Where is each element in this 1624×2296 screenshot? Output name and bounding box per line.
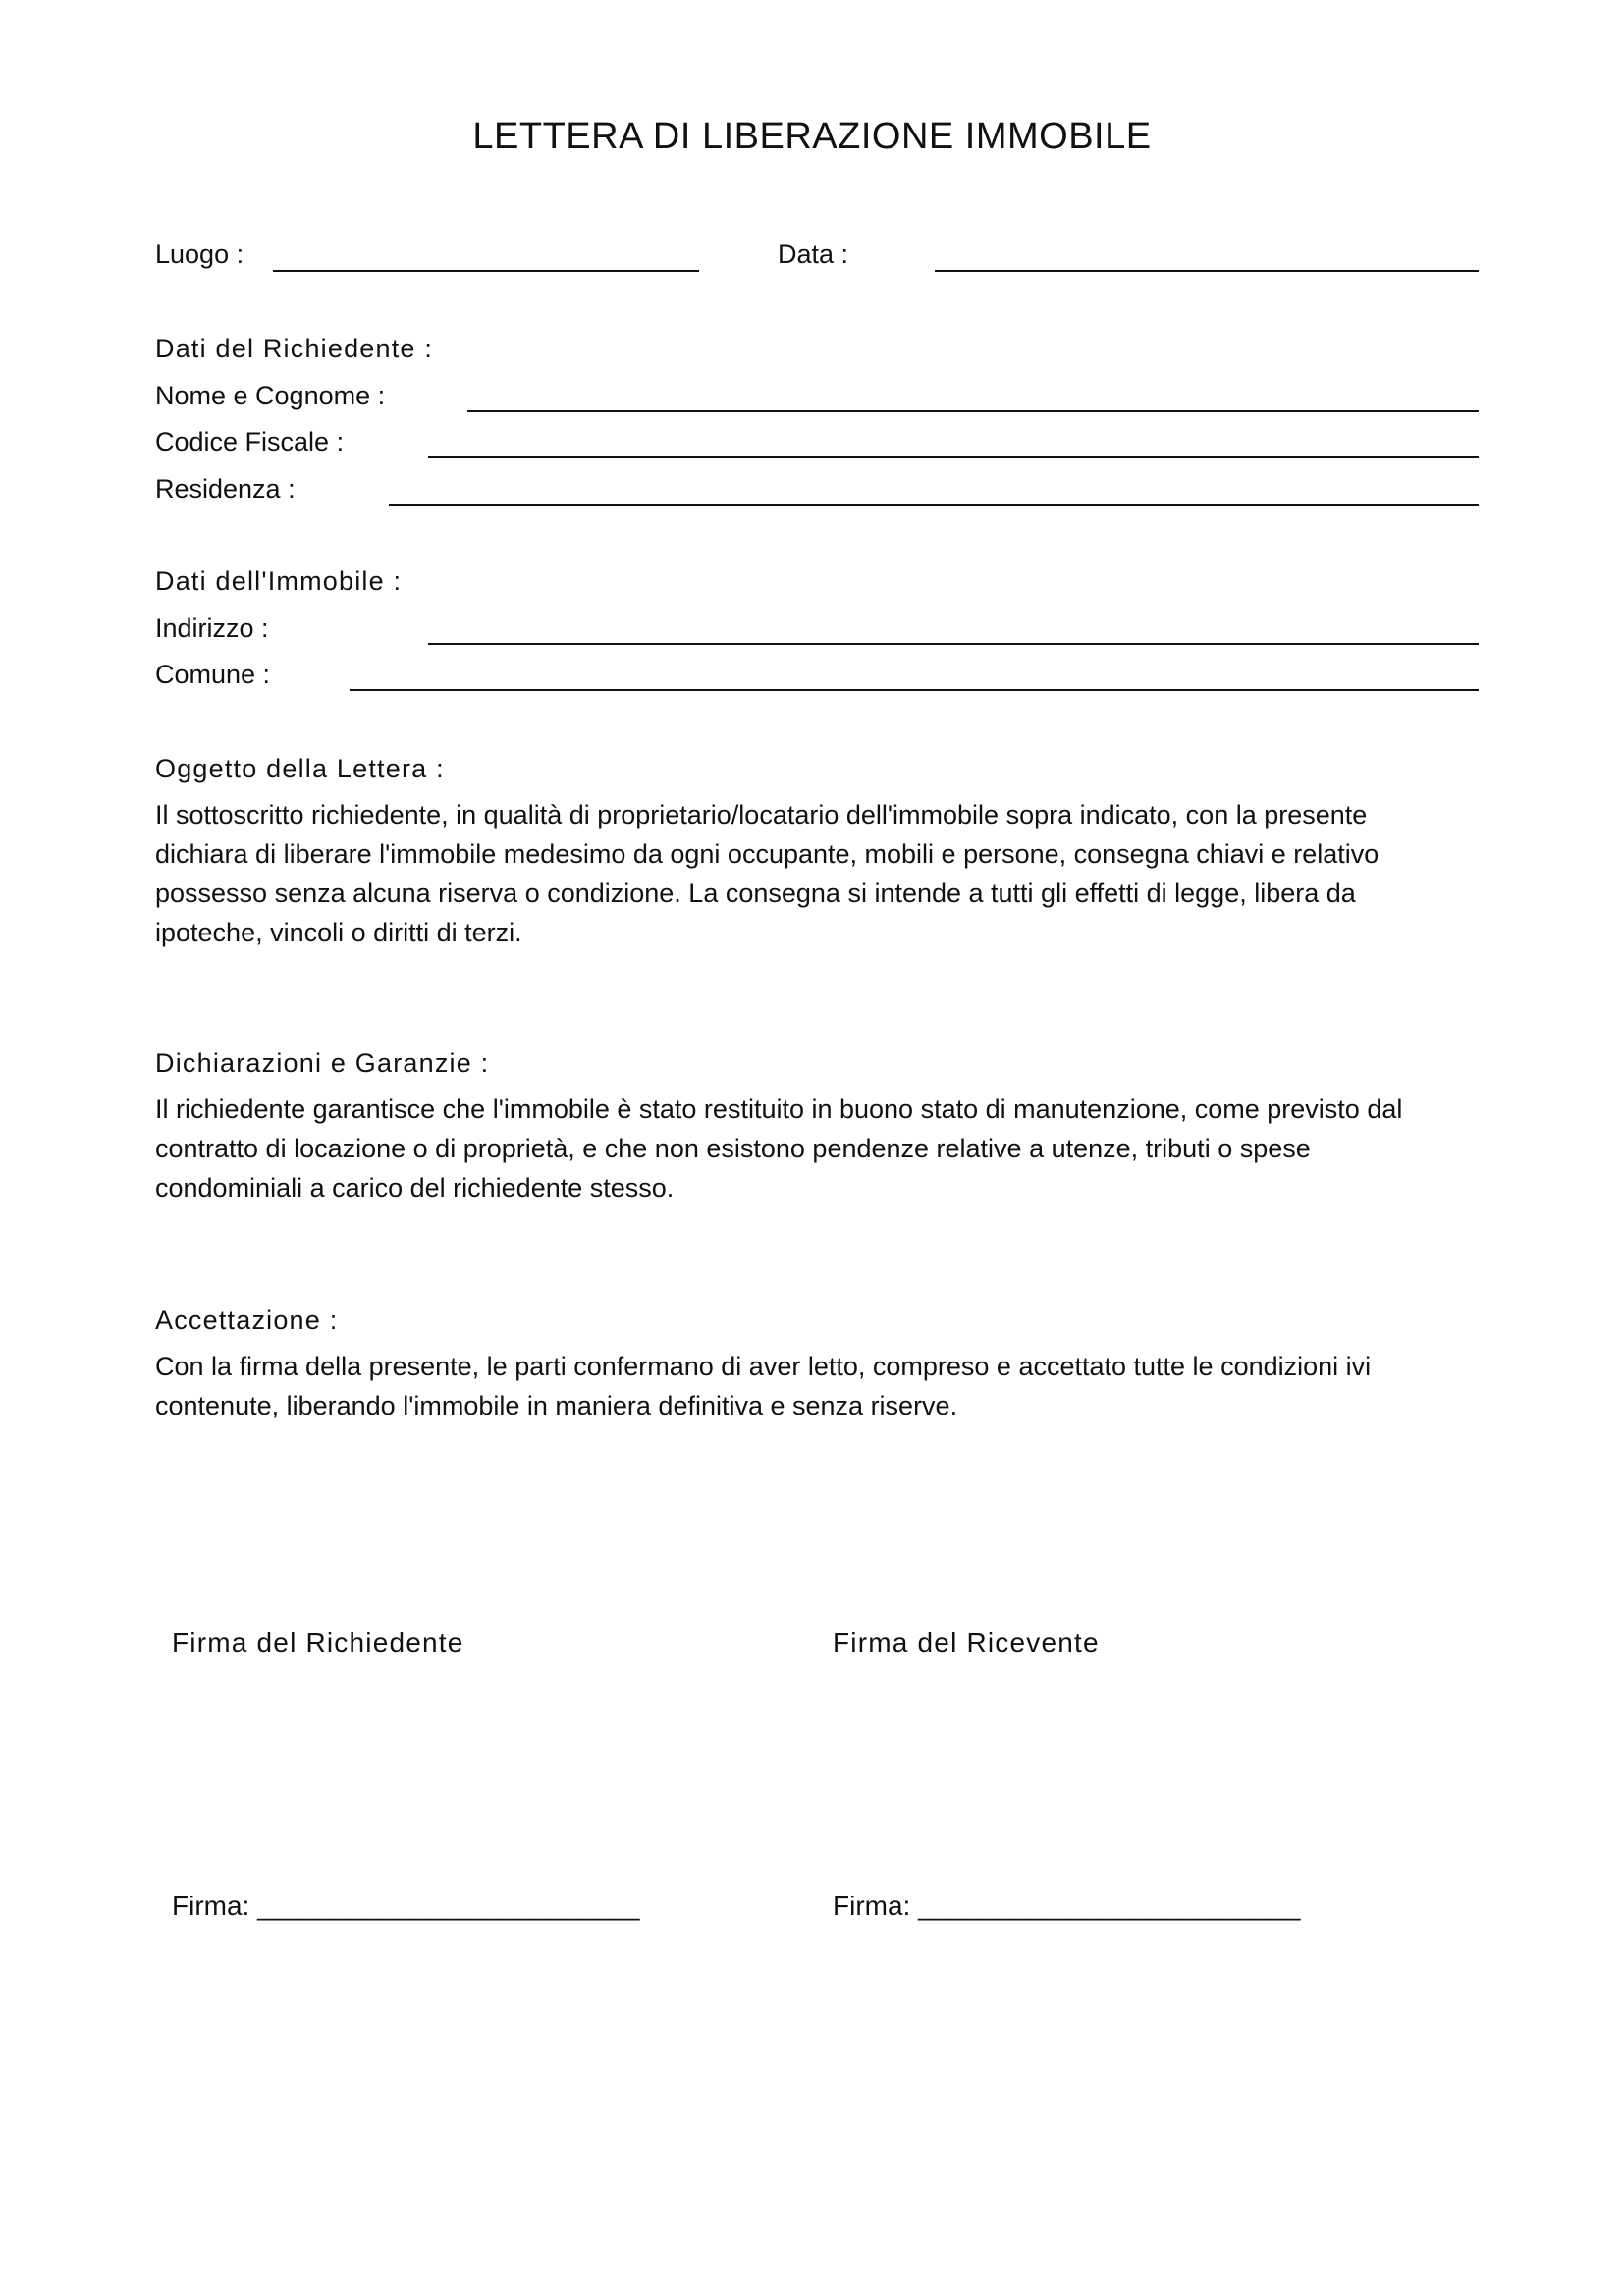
residenza-label: Residenza : [155,474,296,504]
accettazione-paragraph [155,1347,1490,1425]
codice-fiscale-field[interactable] [428,456,1479,458]
dichiarazioni-paragraph [155,1090,1490,1207]
document-title: LETTERA DI LIBERAZIONE IMMOBILE [472,116,1152,157]
paragraph-line: Il richiedente garantisce che l'immobile è stato restituito in buono stato di manutenzione, come previsto dal [155,1095,1403,1124]
oggetto-section-label: Oggetto della Lettera : [155,754,445,783]
paragraph-line: condominiali a carico del richiedente stesso. [155,1173,675,1202]
data-field[interactable] [935,270,1479,272]
nome-cognome-field[interactable] [467,410,1479,412]
luogo-label: Luogo : [155,240,244,269]
accettazione-section-label: Accettazione : [155,1306,339,1335]
comune-field[interactable] [350,689,1479,691]
firma-richiedente-heading: Firma del Richiedente [172,1628,464,1658]
nome-cognome-label: Nome e Cognome : [155,381,386,410]
paragraph-line: contratto di locazione o di proprietà, e che non esistono pendenze relative a utenze, tributi o spese [155,1134,1311,1163]
paragraph-line: Il sottoscritto richiedente, in qualità di proprietario/locatario dell'immobile sopra indicato, con la presente [155,800,1368,829]
firma-ricevente-heading: Firma del Ricevente [833,1628,1100,1658]
residenza-field[interactable] [389,504,1479,506]
luogo-field[interactable] [273,270,699,272]
comune-label: Comune : [155,660,271,689]
data-label: Data : [778,240,849,269]
firma-richiedente-line[interactable]: Firma: _________________________ [172,1891,640,1921]
paragraph-line: possesso senza alcuna riserva o condizione. La consegna si intende a tutti gli effetti di legge, libera da [155,879,1356,908]
indirizzo-field[interactable] [428,643,1479,645]
paragraph-line: ipoteche, vincoli o diritti di terzi. [155,918,522,947]
richiedente-section-label: Dati del Richiedente : [155,334,434,363]
firma-ricevente-line[interactable]: Firma: _________________________ [833,1891,1301,1921]
oggetto-paragraph [155,795,1490,952]
codice-fiscale-label: Codice Fiscale : [155,427,345,456]
indirizzo-label: Indirizzo : [155,614,269,643]
immobile-section-label: Dati dell'Immobile : [155,566,403,596]
dichiarazioni-section-label: Dichiarazioni e Garanzie : [155,1048,490,1078]
paragraph-line: dichiara di liberare l'immobile medesimo da ogni occupante, mobili e persone, consegna chiavi e relativo [155,839,1380,869]
paragraph-line: Con la firma della presente, le parti confermano di aver letto, compreso e accettato tutte le condizioni ivi [155,1352,1372,1381]
paragraph-line: contenute, liberando l'immobile in maniera definitiva e senza riserve. [155,1391,958,1420]
